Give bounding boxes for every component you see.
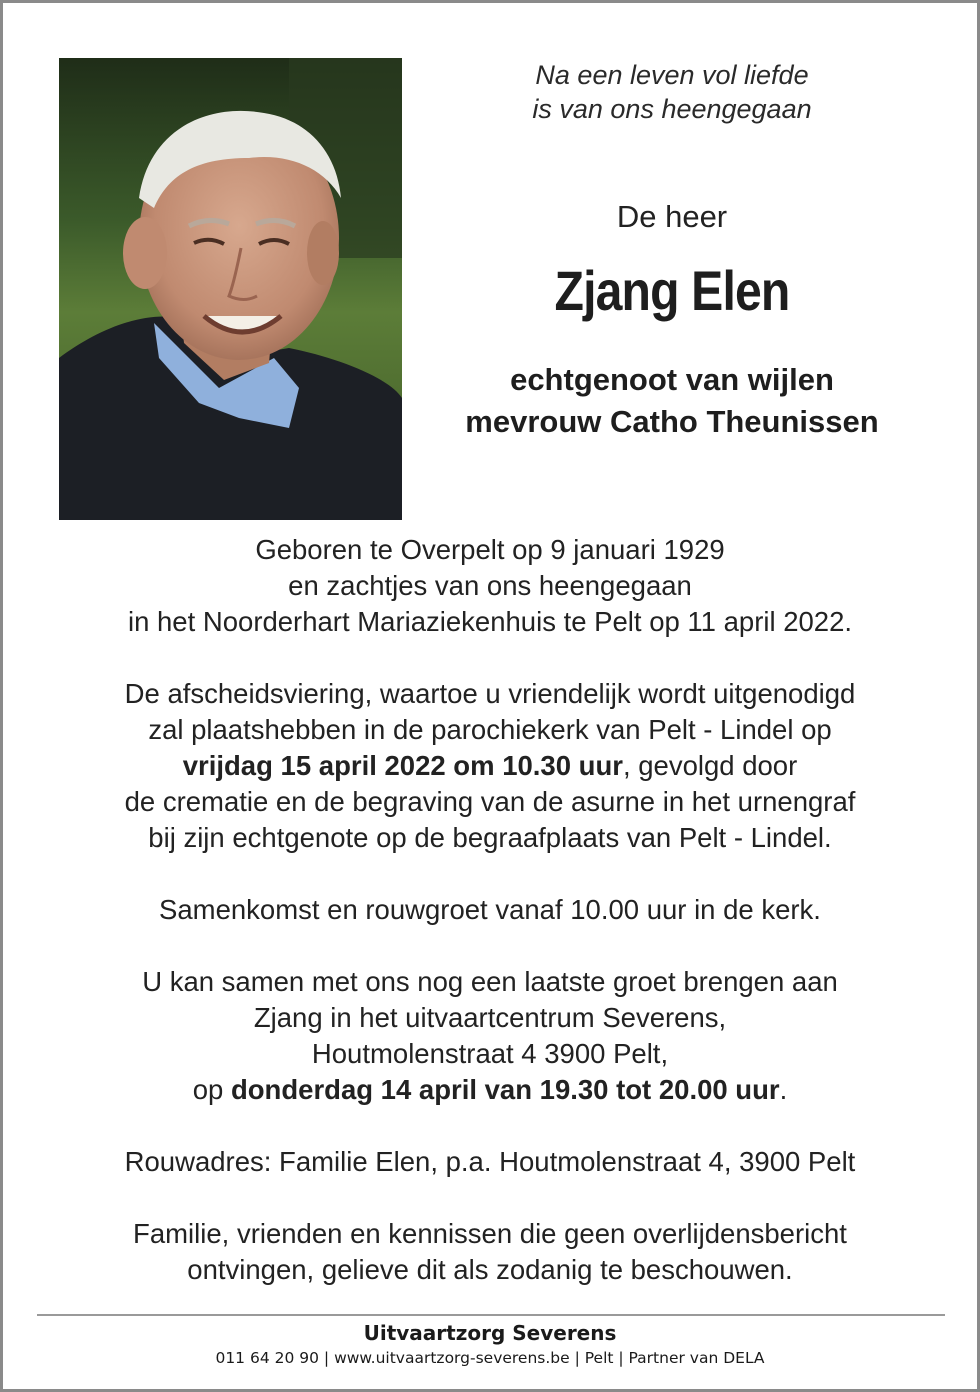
text-line: Houtmolenstraat 4 3900 Pelt, xyxy=(311,1038,669,1069)
text-line: de crematie en de begraving van de asurne in het urnengraf xyxy=(124,786,856,817)
announcement-body xyxy=(33,532,947,1324)
closing-paragraph xyxy=(33,1216,947,1288)
visit-paragraph xyxy=(33,964,947,1108)
spouse-text xyxy=(405,359,939,443)
text-line: en zachtjes van ons heengegaan xyxy=(288,570,692,601)
text-line: zal plaatshebben in de parochiekerk van Pelt - Lindel op xyxy=(148,714,832,745)
visit-date: donderdag 14 april van 19.30 tot 20.00 uur xyxy=(230,1074,780,1105)
intro-text xyxy=(405,58,939,126)
text-line: in het Noorderhart Mariaziekenhuis te Pelt op 11 april 2022. xyxy=(127,606,853,637)
ceremony-date: vrijdag 15 april 2022 om 10.30 uur xyxy=(182,750,623,781)
address-paragraph xyxy=(33,1144,947,1180)
deceased-name: Zjang Elen xyxy=(554,259,790,322)
birth-paragraph xyxy=(33,532,947,640)
text-line: Familie, vrienden en kennissen die geen overlijdensbericht xyxy=(133,1218,847,1249)
text-line: U kan samen met ons nog een laatste groet brengen aan xyxy=(142,966,838,997)
honorific: De heer xyxy=(616,199,728,234)
text-line: De afscheidsviering, waartoe u vriendelijk wordt uitgenodigd xyxy=(124,678,856,709)
spouse-line: mevrouw Catho Theunissen xyxy=(465,404,879,439)
text-line xyxy=(33,748,947,784)
company-name: Uitvaartzorg Severens xyxy=(363,1321,617,1345)
text-line: ontvingen, gelieve dit als zodanig te beschouwen. xyxy=(187,1254,793,1285)
intro-line: is van ons heengegaan xyxy=(532,94,812,124)
text-fragment: . xyxy=(779,1074,788,1105)
text-line: bij zijn echtgenote op de begraafplaats van Pelt - Lindel. xyxy=(148,822,832,853)
text-line xyxy=(33,1072,947,1108)
gathering-paragraph xyxy=(33,892,947,928)
header-block xyxy=(405,58,939,443)
company-contact: 011 64 20 90 | www.uitvaartzorg-severens.be | Pelt | Partner van DELA xyxy=(215,1349,765,1367)
text-fragment: , gevolgd door xyxy=(622,750,798,781)
intro-line: Na een leven vol liefde xyxy=(535,60,809,90)
ceremony-paragraph xyxy=(33,676,947,856)
text-fragment: op xyxy=(192,1074,231,1105)
footer xyxy=(3,1319,977,1369)
text-line: Samenkomst en rouwgroet vanaf 10.00 uur in de kerk. xyxy=(159,894,821,925)
spouse-line: echtgenoot van wijlen xyxy=(510,362,834,397)
text-line: Zjang in het uitvaartcentrum Severens, xyxy=(253,1002,727,1033)
footer-divider xyxy=(37,1314,945,1316)
text-line: Geboren te Overpelt op 9 januari 1929 xyxy=(255,534,725,565)
text-line: Rouwadres: Familie Elen, p.a. Houtmolenstraat 4, 3900 Pelt xyxy=(124,1146,856,1177)
portrait-photo xyxy=(59,58,402,520)
